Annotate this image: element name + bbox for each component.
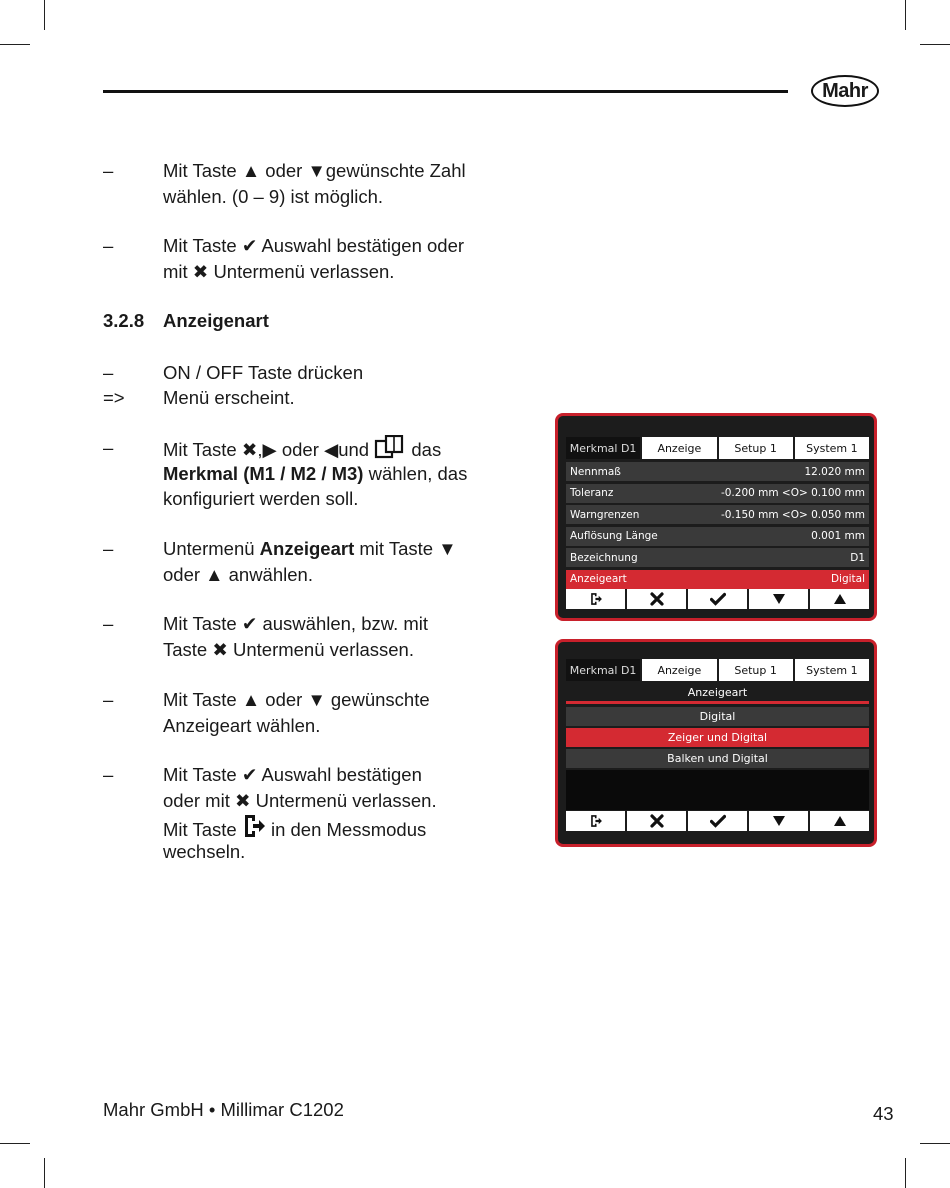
softkey-bar	[566, 811, 869, 831]
bullet-dash: –	[103, 538, 114, 559]
device-screen-menu	[555, 413, 877, 621]
confirm-icon	[710, 814, 726, 828]
instruction-line: Mit Taste ✔ Auswahl bestätigen oder	[163, 235, 465, 256]
settings-row[interactable]	[566, 484, 869, 503]
instruction-text: Mit Taste ✖,▶ oder ◀und	[163, 439, 370, 460]
softkey-bar	[566, 589, 869, 609]
bullet-dash: –	[103, 235, 114, 256]
instruction-line: Menü erscheint.	[163, 387, 295, 408]
crop-mark	[44, 1158, 45, 1188]
mahr-logo: Mahr	[811, 75, 879, 107]
instruction-text: mit Taste ▼	[354, 538, 457, 559]
tab-system[interactable]: System 1	[795, 659, 869, 681]
confirm-button[interactable]	[688, 811, 747, 831]
row-label: Nennmaß	[570, 465, 621, 478]
device-screen-submenu	[555, 639, 877, 847]
crop-mark	[920, 1143, 950, 1144]
row-label: Anzeigeart	[570, 573, 627, 585]
row-label: Toleranz	[570, 487, 614, 499]
settings-row[interactable]	[566, 548, 869, 567]
row-label: Warngrenzen	[570, 508, 640, 521]
crop-mark	[905, 1158, 906, 1188]
exit-button[interactable]	[566, 589, 625, 609]
screen-tabs	[566, 437, 869, 459]
instruction-line: Mit Taste ✔ auswählen, bzw. mit	[163, 613, 429, 634]
exit-icon	[589, 814, 603, 828]
instruction-line: oder ▲ anwählen.	[163, 563, 313, 585]
confirm-button[interactable]	[688, 589, 747, 609]
settings-row[interactable]	[566, 462, 869, 481]
up-button[interactable]	[810, 589, 869, 609]
row-value: D1	[850, 551, 865, 564]
footer-company: Mahr GmbH • Millimar C1202	[103, 1099, 344, 1120]
instruction-line: wählen. (0 – 9) ist möglich.	[163, 185, 384, 207]
section-number: 3.2.8	[103, 310, 145, 331]
row-value: -0.200 mm <O> 0.100 mm	[720, 487, 865, 499]
crop-mark	[920, 44, 950, 45]
instruction-line	[163, 435, 441, 463]
tab-setup[interactable]: Setup 1	[719, 659, 793, 681]
bullet-arrow: =>	[103, 387, 125, 408]
page-number: 43	[873, 1103, 894, 1124]
instruction-line: wechseln.	[163, 840, 246, 862]
settings-row[interactable]	[566, 527, 869, 546]
instruction-emphasis: Anzeigeart	[259, 538, 355, 559]
submenu-title: Anzeigeart	[687, 686, 748, 699]
section-title: Anzeigenart	[163, 310, 269, 331]
up-icon	[833, 815, 847, 827]
cancel-icon	[650, 814, 664, 828]
settings-list	[566, 462, 869, 591]
row-label: Auflösung Länge	[570, 530, 658, 542]
tab-merkmal[interactable]: Merkmal D1	[566, 659, 640, 681]
tab-system[interactable]: System 1	[795, 437, 869, 459]
instruction-text: das	[411, 439, 442, 460]
crop-mark	[0, 1143, 30, 1144]
down-button[interactable]	[749, 811, 808, 831]
instruction-line: Mit Taste ▲ oder ▼ gewünschte	[163, 689, 430, 710]
instruction-line: Taste ✖ Untermenü verlassen.	[163, 638, 414, 660]
exit-icon	[242, 813, 266, 839]
option-item-selected[interactable]: Zeiger und Digital	[566, 728, 869, 747]
instruction-text: in den Messmodus	[265, 819, 427, 840]
screen-tabs	[566, 659, 869, 681]
instruction-text: Mit Taste	[163, 819, 237, 840]
empty-list-area	[566, 770, 869, 810]
bullet-dash: –	[103, 437, 114, 458]
cancel-button[interactable]	[627, 589, 686, 609]
tab-setup[interactable]: Setup 1	[719, 437, 793, 459]
instruction-line: Anzeigeart wählen.	[163, 714, 321, 736]
instruction-line: konfiguriert werden soll.	[163, 488, 359, 509]
bullet-dash: –	[103, 613, 114, 634]
row-value: 12.020 mm	[804, 465, 865, 478]
up-button[interactable]	[810, 811, 869, 831]
up-icon	[833, 593, 847, 605]
instruction-line: Mit Taste ▲ oder ▼gewünschte Zahl	[163, 160, 466, 181]
exit-icon	[589, 592, 603, 606]
down-icon	[772, 815, 786, 827]
bullet-dash: –	[103, 689, 114, 710]
instruction-text: Untermenü	[163, 538, 260, 559]
instruction-line: ON / OFF Taste drücken	[163, 362, 364, 383]
bullet-dash: –	[103, 160, 114, 181]
down-icon	[772, 593, 786, 605]
confirm-icon	[710, 592, 726, 606]
settings-row[interactable]	[566, 505, 869, 524]
row-value: Digital	[830, 573, 865, 585]
cancel-button[interactable]	[627, 811, 686, 831]
bullet-dash: –	[103, 362, 114, 383]
header-rule	[103, 90, 788, 93]
settings-row-selected[interactable]	[566, 570, 869, 589]
crop-mark	[44, 0, 45, 30]
instruction-emphasis: Merkmal (M1 / M2 / M3)	[163, 462, 364, 484]
option-item[interactable]: Digital	[566, 707, 869, 726]
submenu-divider	[566, 701, 869, 704]
instruction-line: oder mit ✖ Untermenü verlassen.	[163, 789, 437, 811]
pages-icon	[374, 435, 406, 459]
crop-mark	[905, 0, 906, 30]
tab-merkmal[interactable]: Merkmal D1	[566, 437, 640, 459]
instruction-line: Mit Taste ✔ Auswahl bestätigen	[163, 764, 422, 785]
tab-anzeige[interactable]: Anzeige	[642, 437, 716, 459]
exit-button[interactable]	[566, 811, 625, 831]
instruction-text: wählen, das	[363, 462, 468, 484]
bullet-dash: –	[103, 764, 114, 785]
instruction-line	[163, 536, 457, 562]
row-label: Bezeichnung	[570, 551, 638, 564]
cancel-icon	[650, 592, 664, 606]
row-value: -0.150 mm <O> 0.050 mm	[720, 508, 865, 521]
crop-mark	[0, 44, 30, 45]
instruction-line	[163, 461, 467, 487]
instruction-line: mit ✖ Untermenü verlassen.	[163, 260, 395, 282]
option-item[interactable]: Balken und Digital	[566, 749, 869, 768]
row-value: 0.001 mm	[811, 530, 865, 542]
tab-anzeige[interactable]: Anzeige	[642, 659, 716, 681]
down-button[interactable]	[749, 589, 808, 609]
